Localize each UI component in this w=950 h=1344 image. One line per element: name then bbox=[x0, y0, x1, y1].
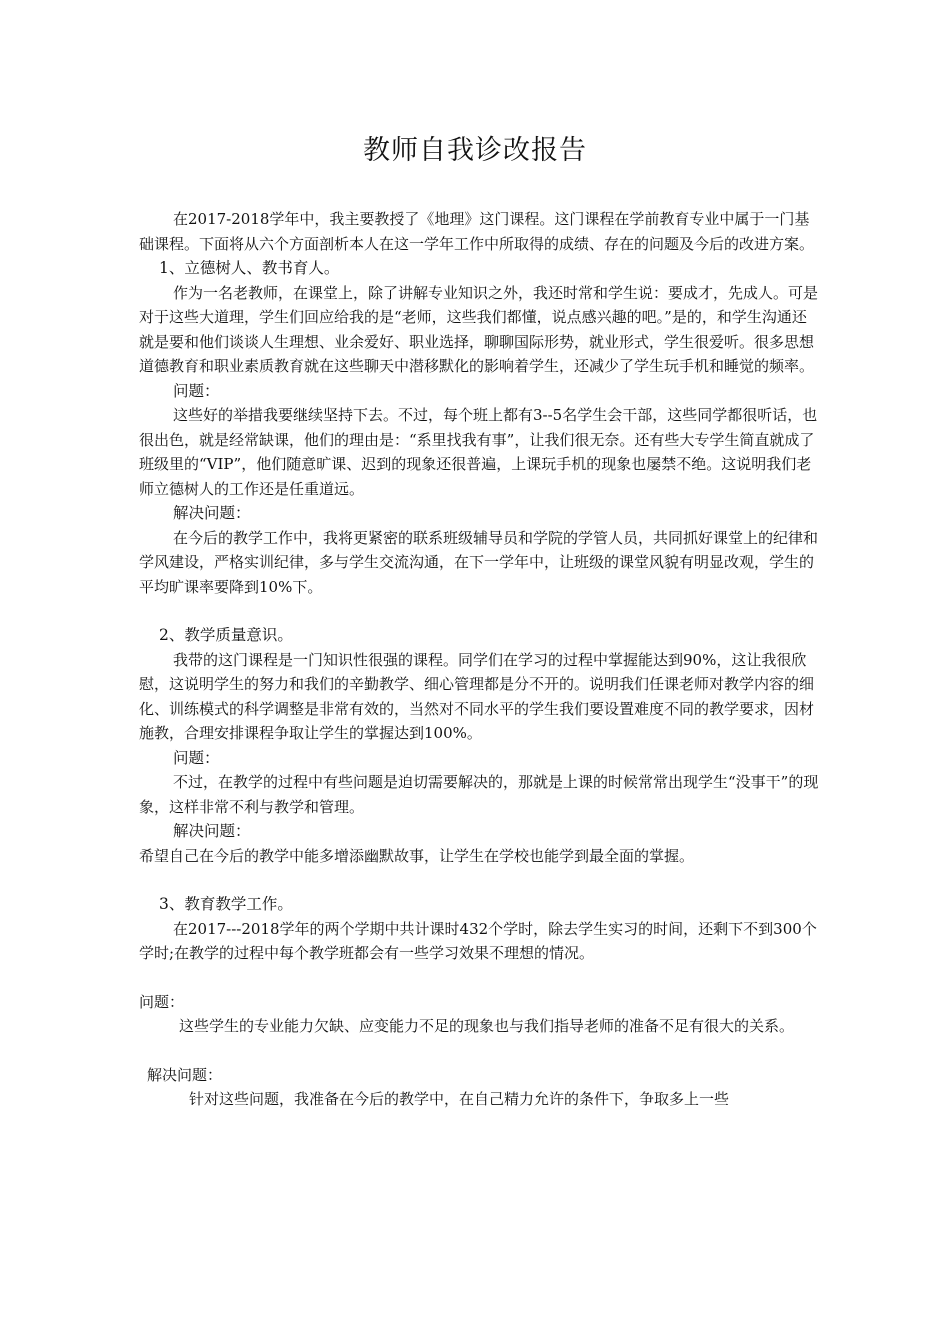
document-body bbox=[139, 207, 819, 1112]
section-2-text: 我带的这门课程是一门知识性很强的课程。同学们在学习的过程中掌握能达到90%，这让我很欣慰，这说明学生的努力和我们的辛勤教学、细心管理都是分不开的。说明我们任课老师对教学内容的细化、训练模式的科学调整是非常有效的，当然对不同水平的学生我们要设置难度不同的教学要求，因材施教，合理安排课程争取让学生的掌握达到100%。 bbox=[139, 650, 815, 742]
intro-paragraph: 在2017-2018学年中，我主要教授了《地理》这门课程。这门课程在学前教育专业中属于一门基础课程。下面将从六个方面剖析本人在这一学年工作中所取得的成绩、存在的问题及今后的改进方案。 bbox=[139, 210, 815, 253]
spacer bbox=[139, 1039, 819, 1063]
section-3-solution-label: 解决问题： bbox=[147, 1065, 223, 1084]
document-title: 教师自我诊改报告 bbox=[363, 135, 587, 166]
section-2-solution-label: 解决问题： bbox=[173, 822, 251, 840]
section-3-problem: 这些学生的专业能力欠缺、应变能力不足的现象也与我们指导老师的准备不足有很大的关系。 bbox=[179, 1017, 795, 1035]
section-3-solution: 针对这些问题，我准备在今后的教学中，在自己精力允许的条件下，争取多上一些 bbox=[189, 1090, 730, 1108]
section-3-problem-label: 问题： bbox=[139, 992, 185, 1011]
section-2-solution: 希望自己在今后的教学中能多增添幽默故事，让学生在学校也能学到最全面的掌握。 bbox=[139, 846, 695, 865]
section-1-problem-label: 问题： bbox=[173, 381, 220, 400]
section-2-problem: 不过，在教学的过程中有些问题是迫切需要解决的，那就是上课的时候常常出现学生“没事干”的现象，这样非常不利与教学和管理。 bbox=[139, 773, 819, 816]
section-1-text: 作为一名老教师，在课堂上，除了讲解专业知识之外，我还时常和学生说：要成才，先成人。可是对于这些大道理，学生们回应给我的是“老师，这些我们都懂，说点感兴趣的吧。”是的，和学生沟通还就是要和他们谈谈人生理想、业余爱好、职业选择，聊聊国际形势，就业形式，学生很爱听。很多思想道德教育和职业素质教育就在这些聊天中潜移默化的影响着学生，还减少了学生玩手机和睡觉的频率。 bbox=[139, 283, 819, 375]
section-1-problem: 这些好的举措我要继续坚持下去。不过，每个班上都有3--5名学生会干部，这些同学都很听话，也很出色，就是经常缺课，他们的理由是：“系里找我有事”，让我们很无奈。还有些大专学生简直就成了班级里的“VIP”，他们随意旷课、迟到的现象还很普遍，上课玩手机的现象也屡禁不绝。这说明我们老师立德树人的工作还是任重道远。 bbox=[139, 406, 818, 498]
section-1-solution: 在今后的教学工作中，我将更紧密的联系班级辅导员和学院的学管人员，共同抓好课堂上的纪律和学风建设，严格实训纪律，多与学生交流沟通，在下一学年中，让班级的课堂风貌有明显改观，学生的平均旷课率要降到10%下。 bbox=[139, 528, 819, 596]
section-2-problem-label: 问题： bbox=[173, 748, 220, 767]
section-3-heading: 3、教育教学工作。 bbox=[159, 895, 293, 913]
spacer bbox=[139, 868, 819, 892]
spacer bbox=[139, 599, 819, 623]
section-1-solution-label: 解决问题： bbox=[173, 504, 251, 522]
section-2-heading: 2、教学质量意识。 bbox=[159, 626, 293, 644]
section-3-text: 在2017---2018学年的两个学期中共计课时432个学时，除去学生实习的时间，还剩下不到300个学时;在教学的过程中每个教学班都会有一些学习效果不理想的情况。 bbox=[139, 919, 817, 962]
section-1-heading: 1、立德树人、教书育人。 bbox=[159, 259, 340, 277]
spacer bbox=[139, 966, 819, 990]
